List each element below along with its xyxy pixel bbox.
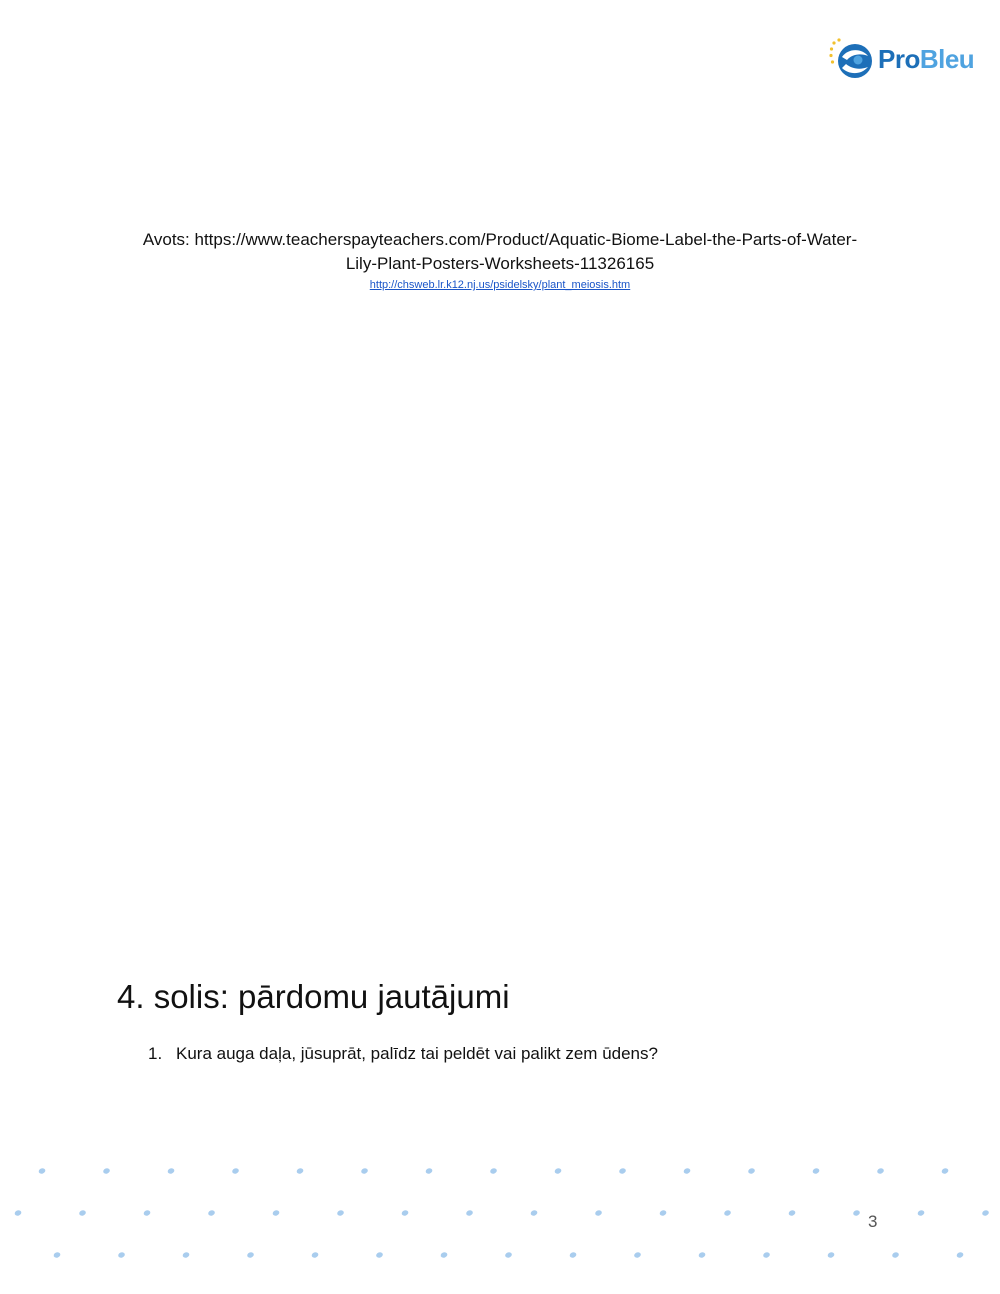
source-link[interactable]: http://chsweb.lr.k12.nj.us/psidelsky/plant_meiosis.htm: [369, 279, 631, 291]
decorative-dot: [747, 1167, 755, 1174]
decorative-dot: [618, 1167, 626, 1174]
decorative-dot: [38, 1167, 46, 1174]
logo-bleu-text: Bleu: [919, 44, 975, 74]
decorative-dot-pattern: [0, 1150, 1000, 1280]
source-citation: [100, 228, 900, 292]
decorative-dot: [852, 1209, 860, 1216]
decorative-dot: [594, 1209, 602, 1216]
question-number: 1.: [148, 1044, 163, 1063]
decorative-dot: [14, 1209, 22, 1216]
decorative-dot: [296, 1167, 304, 1174]
decorative-dot: [683, 1167, 691, 1174]
decorative-dot: [53, 1251, 61, 1258]
page-number: 3: [868, 1212, 878, 1231]
question-text: Kura auga daļa, jūsuprāt, palīdz tai peldēt vai palikt zem ūdens?: [176, 1044, 658, 1063]
decorative-dot: [723, 1209, 731, 1216]
decorative-dot: [102, 1167, 110, 1174]
decorative-dot: [504, 1251, 512, 1258]
decorative-dot: [530, 1209, 538, 1216]
decorative-dot: [941, 1167, 949, 1174]
decorative-dot: [981, 1209, 989, 1216]
section-heading: 4. solis: pārdomu jautājumi: [117, 978, 510, 1015]
decorative-dot: [659, 1209, 667, 1216]
decorative-dot: [956, 1251, 964, 1258]
decorative-dot: [698, 1251, 706, 1258]
decorative-dot: [827, 1251, 835, 1258]
decorative-dot: [633, 1251, 641, 1258]
decorative-dot: [360, 1167, 368, 1174]
decorative-dot: [311, 1251, 319, 1258]
decorative-dot: [554, 1167, 562, 1174]
source-line-1: Avots: https://www.teacherspayteachers.com/Product/Aquatic-Biome-Label-the-Parts-of-Water-: [142, 230, 858, 249]
decorative-dot: [788, 1209, 796, 1216]
decorative-dot: [762, 1251, 770, 1258]
probleu-wordmark: [878, 45, 974, 73]
decorative-dot: [231, 1167, 239, 1174]
decorative-dot: [336, 1209, 344, 1216]
source-line-2: Lily-Plant-Posters-Worksheets-11326165: [345, 254, 655, 273]
logo-pro-text: Pro: [878, 44, 920, 74]
decorative-dot: [117, 1251, 125, 1258]
decorative-dot: [917, 1209, 925, 1216]
decorative-dot: [465, 1209, 473, 1216]
decorative-dot: [489, 1167, 497, 1174]
probleu-logo: [828, 36, 978, 82]
decorative-dot: [78, 1209, 86, 1216]
decorative-dot: [401, 1209, 409, 1216]
question-list: [148, 1042, 658, 1066]
decorative-dot: [182, 1251, 190, 1258]
probleu-logo-mark-icon: [828, 36, 874, 82]
decorative-dot: [425, 1167, 433, 1174]
decorative-dot: [440, 1251, 448, 1258]
question-item: [148, 1042, 658, 1066]
decorative-dot: [246, 1251, 254, 1258]
decorative-dot: [167, 1167, 175, 1174]
decorative-dot: [207, 1209, 215, 1216]
decorative-dot: [891, 1251, 899, 1258]
decorative-dot: [272, 1209, 280, 1216]
decorative-dot: [876, 1167, 884, 1174]
decorative-dot: [375, 1251, 383, 1258]
decorative-dot: [569, 1251, 577, 1258]
decorative-dot: [812, 1167, 820, 1174]
decorative-dot: [143, 1209, 151, 1216]
